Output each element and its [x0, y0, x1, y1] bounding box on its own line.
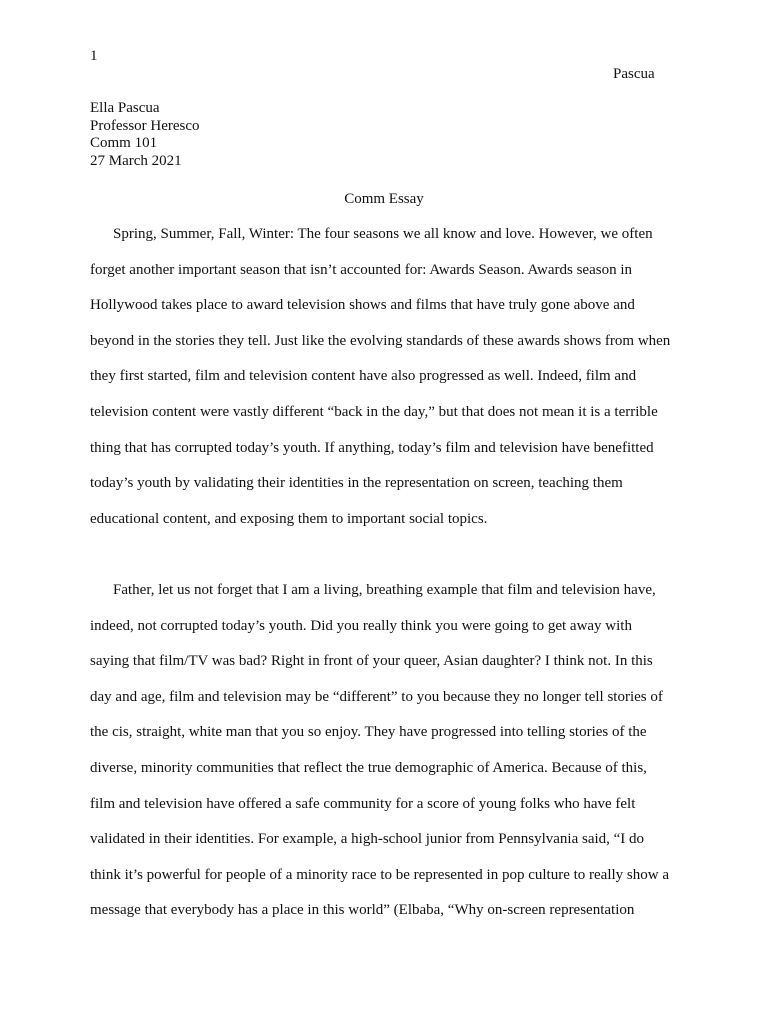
paragraph-line: indeed, not corrupted today’s youth. Did you really think you were going to get away with [90, 617, 632, 634]
paragraph-line: diverse, minority communities that reflect the true demographic of America. Because of this, [90, 759, 647, 776]
course-name: Comm 101 [90, 135, 158, 152]
paragraph-line: think it’s powerful for people of a minority race to be represented in pop culture to really show a [90, 866, 669, 883]
paragraph-line: day and age, film and television may be “different” to you because they no longer tell stories of [90, 688, 663, 705]
paragraph-line: film and television have offered a safe community for a score of young folks who have felt [90, 795, 636, 812]
paragraph-line: educational content, and exposing them to important social topics. [90, 510, 488, 527]
paragraph-line: Hollywood takes place to award television shows and films that have truly gone above and [90, 297, 635, 314]
paragraph-line: Father, let us not forget that I am a living, breathing example that film and television have, [113, 581, 656, 598]
paragraph-line: television content were vastly different “back in the day,” but that does not mean it is a terrible [90, 403, 658, 420]
professor-name: Professor Heresco [90, 117, 200, 134]
paragraph-line: today’s youth by validating their identities in the representation on screen, teaching them [90, 475, 623, 492]
paragraph-spacer [90, 545, 690, 581]
mla-heading [90, 100, 200, 170]
essay-date: 27 March 2021 [90, 152, 182, 169]
paragraph-line: they first started, film and television content have also progressed as well. Indeed, film and [90, 368, 637, 385]
paragraph-line: thing that has corrupted today’s youth. If anything, today’s film and television have benefitted [90, 439, 654, 456]
paragraph-line: message that everybody has a place in this world” (Elbaba, “Why on-screen representation [90, 902, 635, 919]
paragraph-line: saying that film/TV was bad? Right in front of your queer, Asian daughter? I think not. In this [90, 653, 653, 670]
paragraph-line: Spring, Summer, Fall, Winter: The four seasons we all know and love. However, we often [113, 226, 653, 242]
paragraph-line: beyond in the stories they tell. Just like the evolving standards of these awards shows from when [90, 332, 671, 349]
essay-title: Comm Essay [344, 191, 424, 207]
running-head: Pascua [613, 66, 655, 82]
essay-body [90, 225, 690, 937]
paragraph-line: validated in their identities. For example, a high-school junior from Pennsylvania said, “I do [90, 831, 645, 848]
page-number: 1 [90, 48, 98, 64]
student-name: Ella Pascua [90, 100, 160, 116]
paragraph-line: the cis, straight, white man that you so enjoy. They have progressed into telling stories of the [90, 724, 647, 741]
paragraph-line: forget another important season that isn’t accounted for: Awards Season. Awards season in [90, 261, 632, 278]
